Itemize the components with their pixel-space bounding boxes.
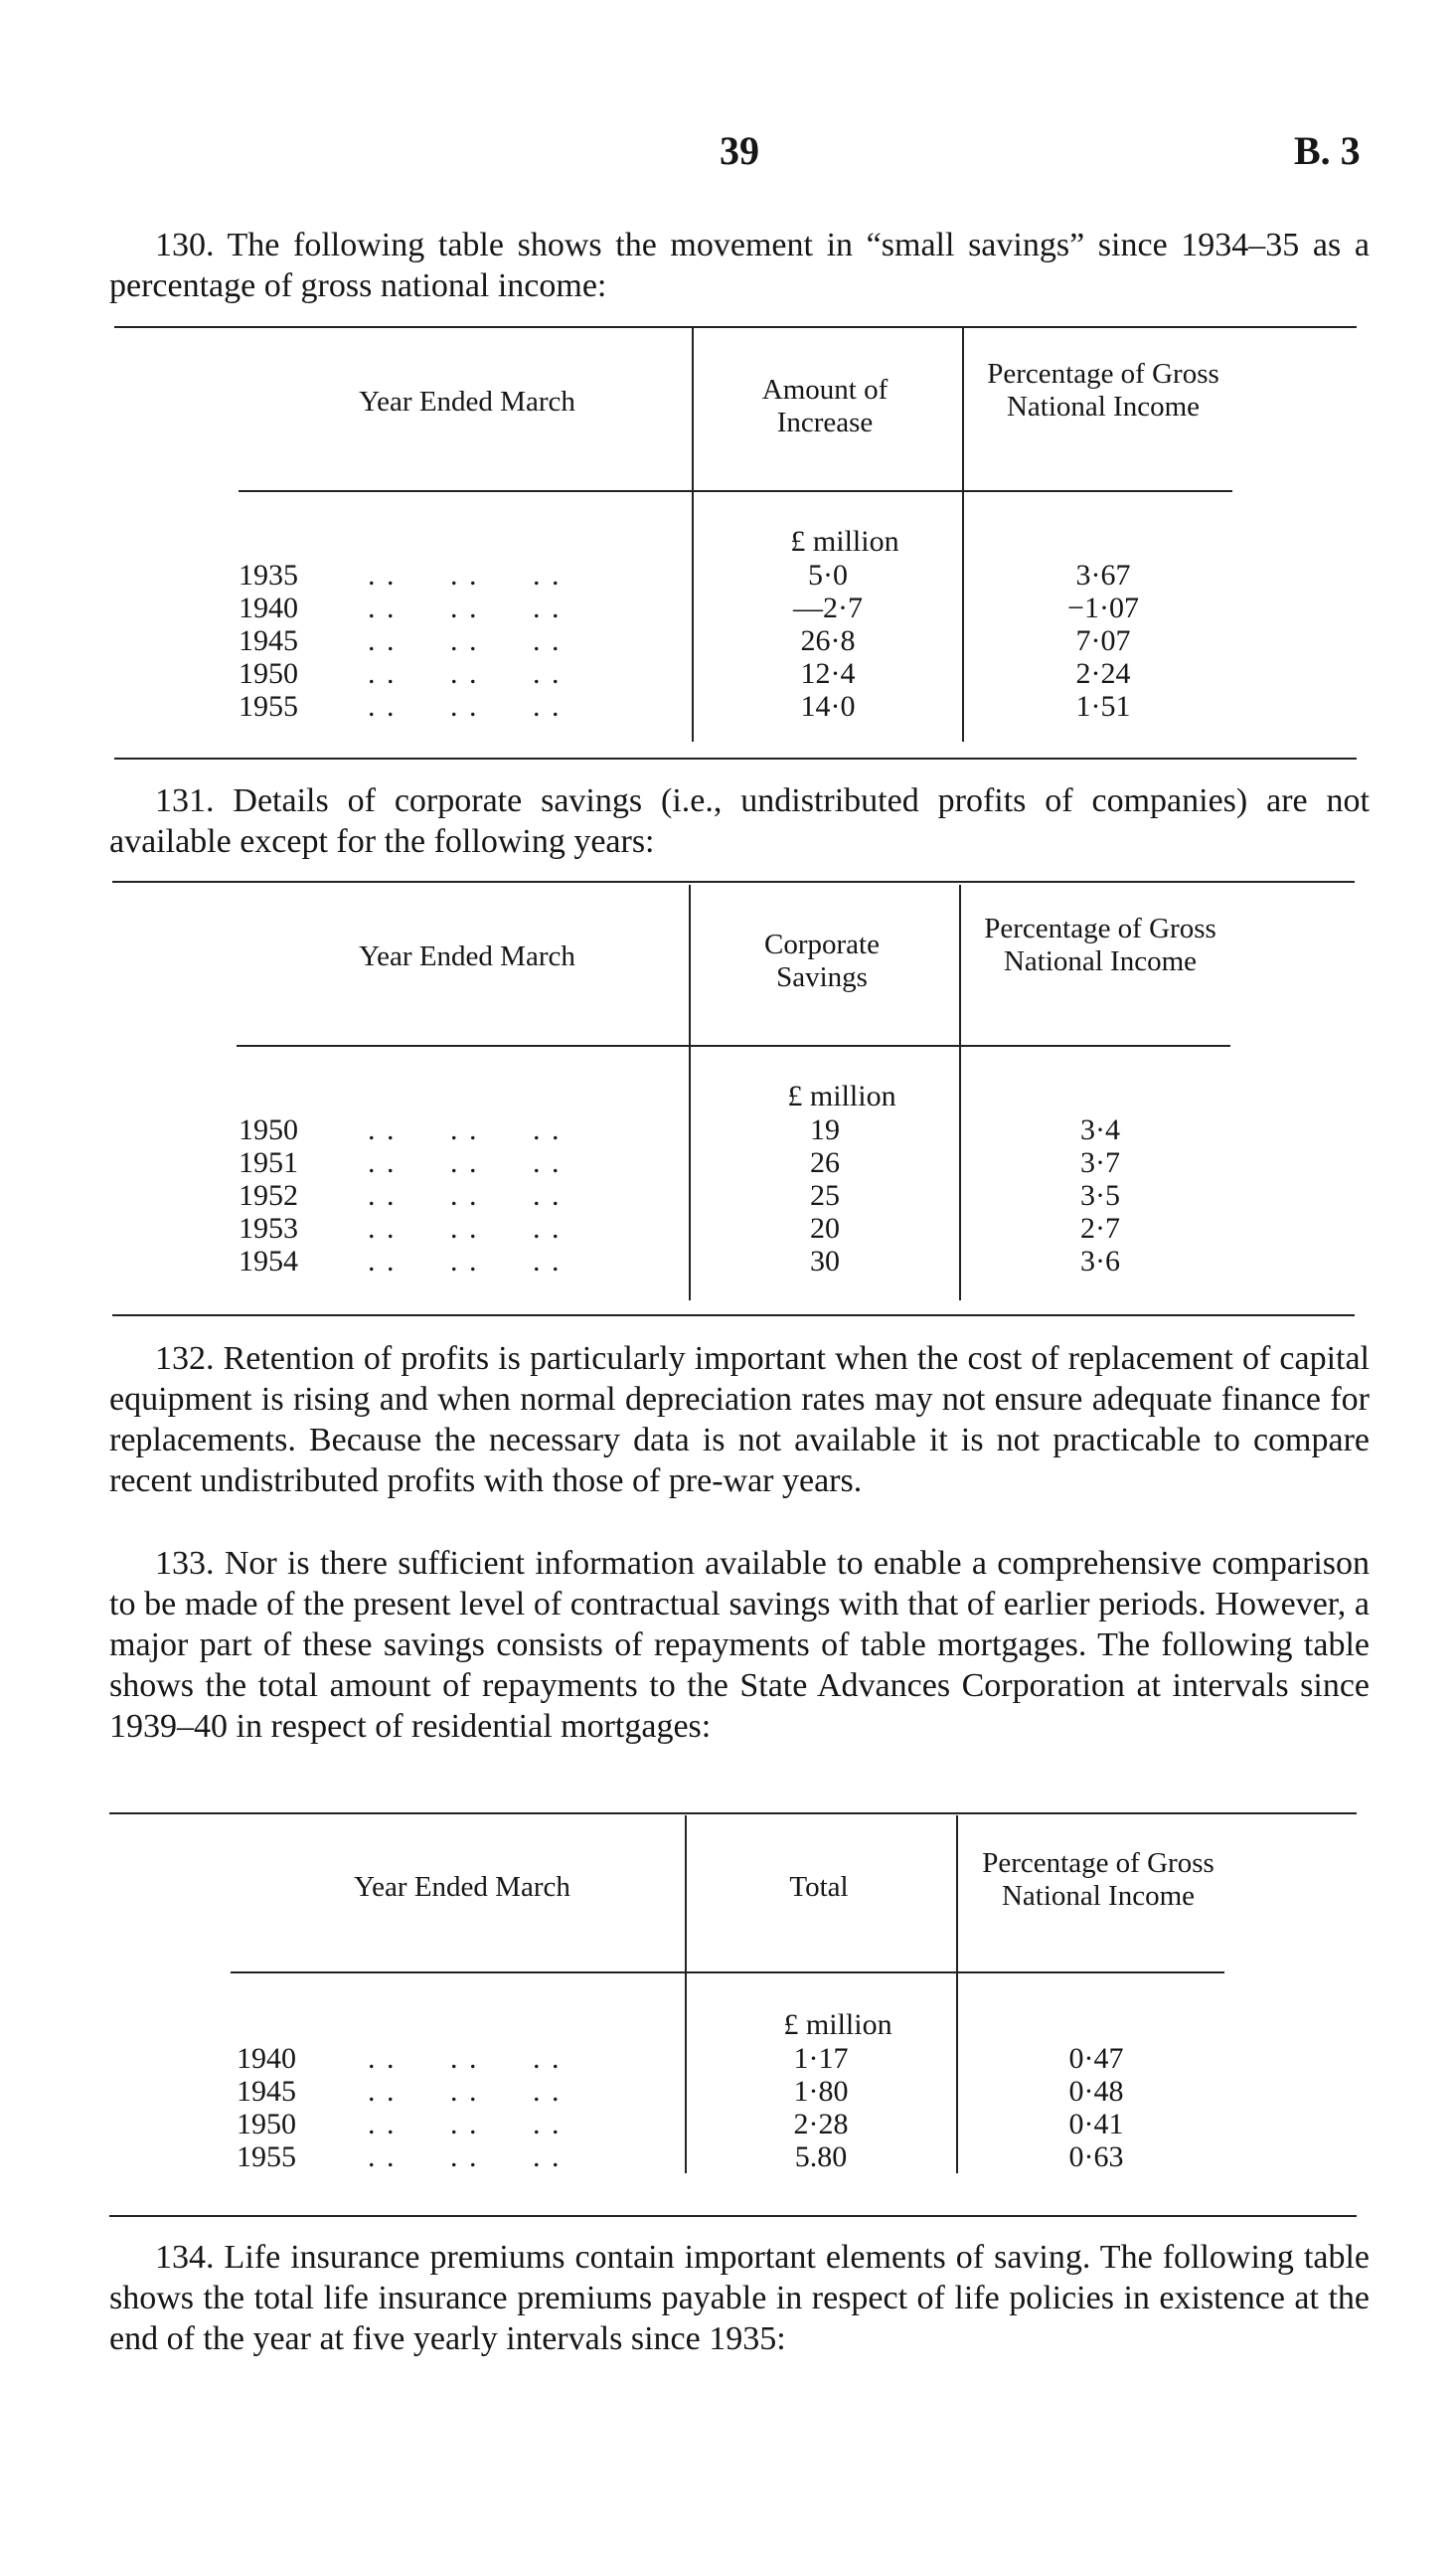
amount-cell: 14·0 — [800, 690, 856, 723]
leader-dots: . . . . . . — [368, 690, 562, 723]
header-amount-of-increase: Amount of Increase — [761, 374, 889, 438]
leader-dots: . . . . . . — [368, 1179, 562, 1212]
table-row — [0, 1245, 1456, 1278]
year-cell: 1955 — [237, 2140, 296, 2173]
year-cell: 1952 — [239, 1179, 298, 1212]
paragraph-text: Details of corporate savings (i.e., undistributed profits of companies) are not available except for the following years: — [109, 782, 1370, 860]
header-year-ended-march: Year Ended March — [359, 940, 575, 972]
amount-cell: 19 — [810, 1113, 840, 1146]
header-rule — [231, 1971, 1224, 1973]
leader-dots: . . . . . . — [368, 2042, 562, 2075]
year-cell: 1950 — [237, 2108, 296, 2140]
amount-cell: 1·17 — [793, 2042, 849, 2075]
percent-cell: 3·5 — [1080, 1179, 1120, 1212]
percent-cell: 3·7 — [1080, 1146, 1120, 1179]
leader-dots: . . . . . . — [368, 657, 562, 690]
page-number: 39 — [720, 128, 759, 173]
paragraph-number: 131. — [155, 782, 215, 819]
amount-cell: 2·28 — [793, 2108, 849, 2140]
year-cell: 1945 — [237, 2075, 296, 2108]
table-row — [0, 2108, 1456, 2140]
year-cell: 1940 — [237, 2042, 296, 2075]
amount-cell: 30 — [810, 1245, 840, 1278]
percent-cell: 3·67 — [1075, 559, 1131, 592]
percent-cell: 0·47 — [1068, 2042, 1124, 2075]
percent-cell: 0·41 — [1068, 2108, 1124, 2140]
table-row — [0, 1146, 1456, 1179]
amount-cell: 20 — [810, 1212, 840, 1245]
paragraph-text: Nor is there sufficient information available to enable a comprehensive comparison to be made of the present level of contractual savings with that of earlier periods. However, a major part of these savings consists of repayments of table mortgages. The following table shows the total amount of repayments to the State Advances Corporation at intervals since 1939–40 in respect of residential mortgages: — [109, 1545, 1371, 1745]
percent-cell: 7·07 — [1075, 624, 1131, 657]
paragraph-text: The following table shows the movement in “small savings” since 1934–35 as a percentage of gross national income: — [109, 227, 1370, 304]
table-row — [0, 2140, 1456, 2173]
percent-cell: 2·24 — [1075, 657, 1131, 690]
paragraph-130 — [109, 225, 1370, 306]
header-total: Total — [789, 1871, 849, 1903]
table-bottom-rule — [114, 758, 1357, 760]
leader-dots: . . . . . . — [368, 559, 562, 592]
amount-cell: 5·0 — [808, 559, 848, 592]
header-year-ended-march: Year Ended March — [354, 1871, 570, 1903]
unit-label: £ million — [783, 2008, 892, 2041]
table-row — [0, 592, 1456, 624]
year-cell: 1955 — [239, 690, 298, 723]
year-cell: 1945 — [239, 624, 298, 657]
percent-cell: 0·48 — [1068, 2075, 1124, 2108]
leader-dots: . . . . . . — [368, 1212, 562, 1245]
percent-cell: 1·51 — [1075, 690, 1131, 723]
table-row — [0, 690, 1456, 723]
table-bottom-rule — [112, 1314, 1355, 1316]
paragraph-133 — [109, 1543, 1370, 1747]
amount-cell: 26·8 — [800, 624, 856, 657]
percent-cell: 3·6 — [1080, 1245, 1120, 1278]
document-reference: B. 3 — [1294, 128, 1361, 173]
table-row — [0, 624, 1456, 657]
leader-dots: . . . . . . — [368, 592, 562, 624]
percent-cell: 2·7 — [1080, 1212, 1120, 1245]
paragraph-132 — [109, 1338, 1370, 1501]
percent-cell: 3·4 — [1080, 1113, 1120, 1146]
page-header — [0, 127, 1456, 177]
leader-dots: . . . . . . — [368, 1146, 562, 1179]
leader-dots: . . . . . . — [368, 2075, 562, 2108]
table-row — [0, 1179, 1456, 1212]
paragraph-number: 130. — [155, 227, 215, 263]
year-cell: 1940 — [239, 592, 298, 624]
amount-cell: 26 — [810, 1146, 840, 1179]
amount-cell: 12·4 — [800, 657, 856, 690]
table-row — [0, 559, 1456, 592]
paragraph-text: Retention of profits is particularly important when the cost of replacement of capital equipment is rising and when normal depreciation rates may not ensure adequate finance for replacements. Because the necessary data is not available it is not practicable to compare recent undistributed profits with those of pre-war years. — [109, 1340, 1370, 1499]
table-row — [0, 2075, 1456, 2108]
paragraph-131 — [109, 780, 1370, 862]
table-top-rule — [114, 326, 1357, 328]
header-percentage-gni: Percentage of Gross National Income — [982, 1847, 1214, 1912]
paragraph-134 — [109, 2237, 1370, 2359]
year-cell: 1951 — [239, 1146, 298, 1179]
table-bottom-rule — [109, 2215, 1357, 2217]
amount-cell: —2·7 — [793, 592, 863, 624]
header-percentage-gni: Percentage of Gross National Income — [984, 913, 1216, 977]
leader-dots: . . . . . . — [368, 2108, 562, 2140]
year-cell: 1953 — [239, 1212, 298, 1245]
header-percentage-gni: Percentage of Gross National Income — [987, 358, 1219, 423]
amount-cell: 25 — [810, 1179, 840, 1212]
table-row — [0, 657, 1456, 690]
paragraph-number: 134. — [155, 2239, 215, 2276]
leader-dots: . . . . . . — [368, 2140, 562, 2173]
table-top-rule — [109, 1812, 1357, 1814]
table-top-rule — [112, 881, 1355, 883]
unit-label: £ million — [787, 1080, 896, 1112]
header-corporate-savings: Corporate Savings — [764, 929, 880, 993]
leader-dots: . . . . . . — [368, 624, 562, 657]
percent-cell: 0·63 — [1068, 2140, 1124, 2173]
amount-cell: 5.80 — [794, 2140, 848, 2173]
paragraph-number: 133. — [155, 1545, 215, 1582]
unit-label: £ million — [790, 525, 899, 558]
percent-cell: −1·07 — [1067, 592, 1139, 624]
year-cell: 1950 — [239, 657, 298, 690]
table-row — [0, 1113, 1456, 1146]
header-rule — [239, 490, 1232, 492]
leader-dots: . . . . . . — [368, 1113, 562, 1146]
year-cell: 1935 — [239, 559, 298, 592]
table-row — [0, 1212, 1456, 1245]
amount-cell: 1·80 — [793, 2075, 849, 2108]
leader-dots: . . . . . . — [368, 1245, 562, 1278]
paragraph-text: Life insurance premiums contain important elements of saving. The following table shows the total life insurance premiums payable in respect of life policies in existence at the end of the year at five yearly intervals since 1935: — [109, 2239, 1371, 2357]
header-year-ended-march: Year Ended March — [359, 386, 575, 418]
table-row — [0, 2042, 1456, 2075]
paragraph-number: 132. — [155, 1340, 215, 1377]
header-rule — [237, 1045, 1230, 1047]
year-cell: 1954 — [239, 1245, 298, 1278]
year-cell: 1950 — [239, 1113, 298, 1146]
